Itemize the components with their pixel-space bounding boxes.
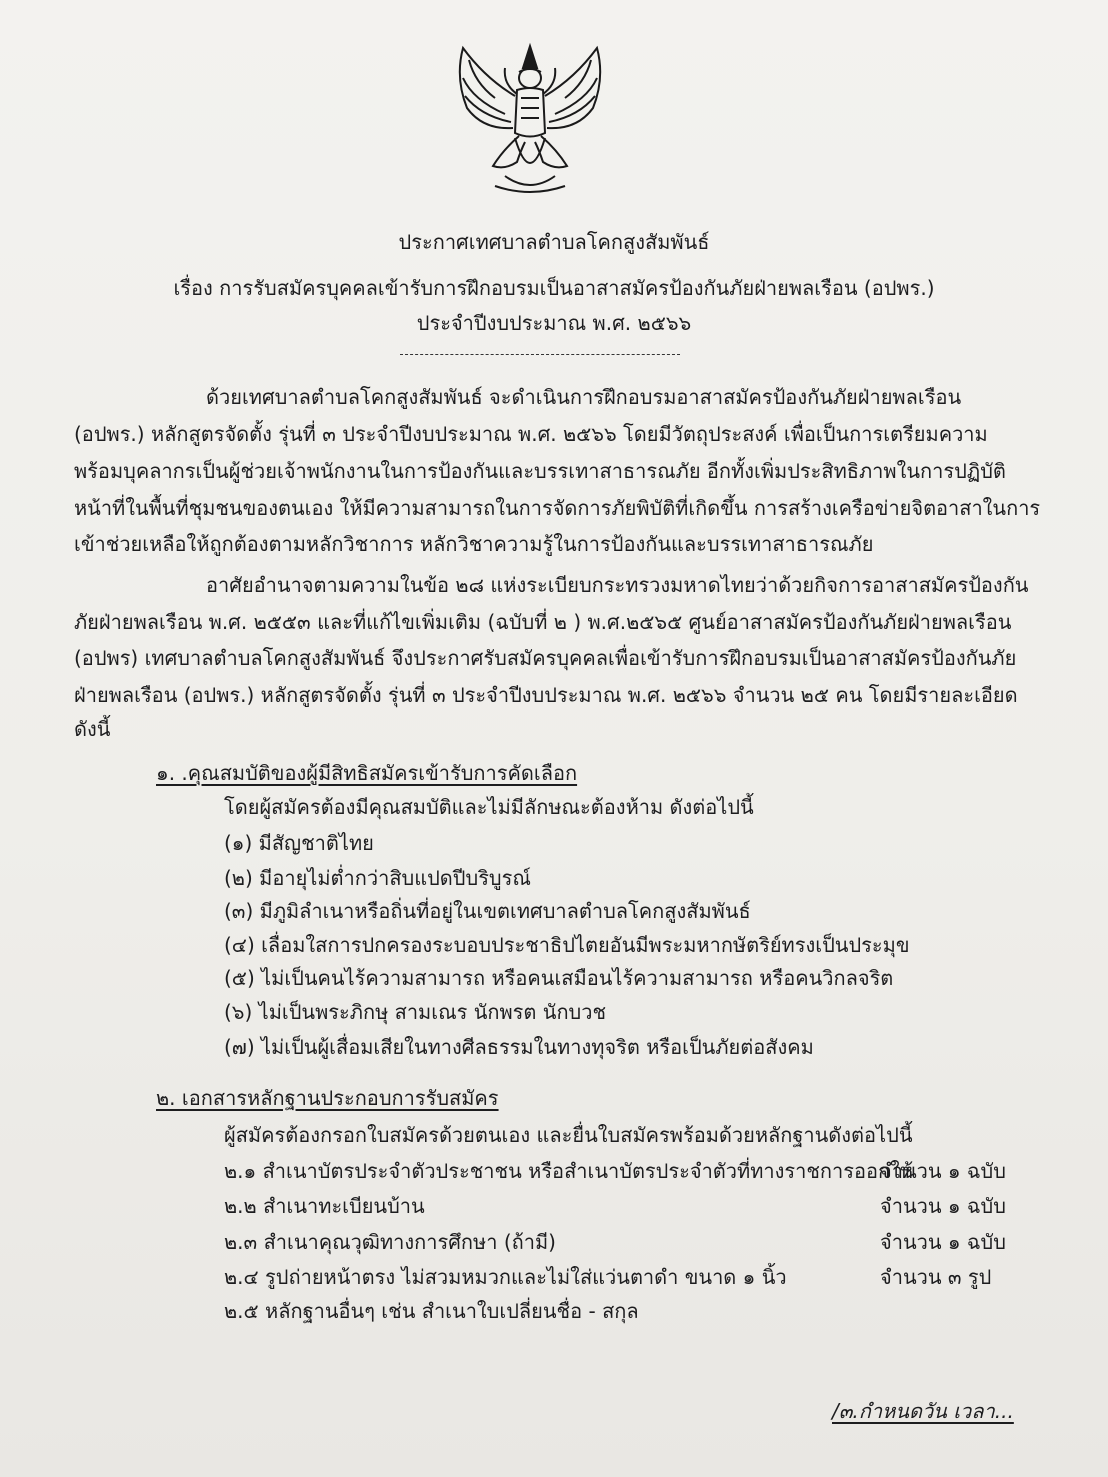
paragraph1-line: พร้อมบุคลากรเป็นผู้ช่วยเจ้าพนักงานในการป้องกันและบรรเทาสาธารณภัย อีกทั้งเพิ่มประสิทธิภาพในการปฏิบัติ	[74, 459, 1006, 483]
document-item-quantity: จำนวน ๑ ฉบับ	[880, 1230, 1006, 1254]
document-item-quantity: จำนวน ๓ รูป	[880, 1265, 992, 1289]
document-item-quantity: จำนวน ๑ ฉบับ	[880, 1159, 1006, 1183]
paragraph2-line: ดังนี้	[74, 717, 111, 741]
header-divider	[400, 354, 680, 355]
section1-heading: ๑. .คุณสมบัติของผู้มีสิทธิสมัครเข้ารับการคัดเลือก	[156, 761, 578, 785]
document-item: ๒.๕ หลักฐานอื่นๆ เช่น สำเนาใบเปลี่ยนชื่อ - สกุล	[224, 1299, 639, 1323]
paragraph2-line: ภัยฝ่ายพลเรือน พ.ศ. ๒๕๕๓ และที่แก้ไขเพิ่มเติม (ฉบับที่ ๒ ) พ.ศ.๒๕๖๕ ศูนย์อาสาสมัครป้องกันภัยฝ่ายพลเรือน	[74, 610, 1012, 634]
paragraph1-line: เข้าช่วยเหลือให้ถูกต้องตามหลักวิชาการ หลักวิชาความรู้ในการป้องกันและบรรเทาสาธารณภัย	[74, 532, 874, 556]
announcement-subject: เรื่อง การรับสมัครบุคคลเข้ารับการฝึกอบรมเป็นอาสาสมัครป้องกันภัยฝ่ายพลเรือน (อปพร.)	[173, 276, 935, 300]
document-item: ๒.๑ สำเนาบัตรประจำตัวประชาชน หรือสำเนาบัตรประจำตัวที่ทางราชการออกให้	[224, 1159, 914, 1183]
document-item: ๒.๓ สำเนาคุณวุฒิทางการศึกษา (ถ้ามี)	[224, 1230, 556, 1254]
document-item-quantity: จำนวน ๑ ฉบับ	[880, 1194, 1006, 1218]
announcement-title: ประกาศเทศบาลตำบลโคกสูงสัมพันธ์	[398, 230, 710, 254]
paragraph2-line: ฝ่ายพลเรือน (อปพร.) หลักสูตรจัดตั้ง รุ่นที่ ๓ ประจำปีงบประมาณ พ.ศ. ๒๕๖๖ จำนวน ๒๕ คน โดยมีรายละเอียด	[74, 683, 1018, 707]
section1-item: (๒) มีอายุไม่ต่ำกว่าสิบแปดปีบริบูรณ์	[224, 866, 531, 890]
paragraph2-line: อาศัยอำนาจตามความในข้อ ๒๘ แห่งระเบียบกระทรวงมหาดไทยว่าด้วยกิจการอาสาสมัครป้องกัน	[206, 573, 1029, 597]
section2-intro: ผู้สมัครต้องกรอกใบสมัครด้วยตนเอง และยื่นใบสมัครพร้อมด้วยหลักฐานดังต่อไปนี้	[224, 1123, 913, 1147]
document-item: ๒.๔ รูปถ่ายหน้าตรง ไม่สวมหมวกและไม่ใส่แว่นตาดำ ขนาด ๑ นิ้ว	[224, 1265, 787, 1289]
document-item: ๒.๒ สำเนาทะเบียนบ้าน	[224, 1194, 425, 1218]
paragraph1-line: ด้วยเทศบาลตำบลโคกสูงสัมพันธ์ จะดำเนินการฝึกอบรมอาสาสมัครป้องกันภัยฝ่ายพลเรือน	[206, 385, 962, 409]
section1-item: (๑) มีสัญชาติไทย	[224, 831, 374, 855]
continuation-marker: /๓.กำหนดวัน เวลา...	[832, 1399, 1014, 1423]
section1-item: (๓) มีภูมิลำเนาหรือถิ่นที่อยู่ในเขตเทศบาลตำบลโคกสูงสัมพันธ์	[224, 899, 751, 923]
paragraph2-line: (อปพร) เทศบาลตำบลโคกสูงสัมพันธ์ จึงประกาศรับสมัครบุคคลเพื่อเข้ารับการฝึกอบรมเป็นอาสาสมัครป้องกันภัย	[74, 646, 1017, 670]
section1-item: (๕) ไม่เป็นคนไร้ความสามารถ หรือคนเสมือนไร้ความสามารถ หรือคนวิกลจริต	[224, 966, 894, 990]
paragraph1-line: (อปพร.) หลักสูตรจัดตั้ง รุ่นที่ ๓ ประจำปีงบประมาณ พ.ศ. ๒๕๖๖ โดยมีวัตถุประสงค์ เพื่อเป็นการเตรียมความ	[74, 422, 988, 446]
section1-item: (๔) เลื่อมใสการปกครองระบอบประชาธิปไตยอันมีพระมหากษัตริย์ทรงเป็นประมุข	[224, 933, 910, 957]
section1-intro: โดยผู้สมัครต้องมีคุณสมบัติและไม่มีลักษณะต้องห้าม ดังต่อไปนี้	[224, 795, 754, 819]
section2-heading: ๒. เอกสารหลักฐานประกอบการรับสมัคร	[156, 1086, 499, 1110]
announcement-fiscal-year: ประจำปีงบประมาณ พ.ศ. ๒๕๖๖	[416, 311, 692, 335]
paragraph1-line: หน้าที่ในพื้นที่ชุมชนของตนเอง ให้มีความสามารถในการจัดการภัยพิบัติที่เกิดขึ้น การสร้างเครือข่ายจิตอาสาในการ	[74, 496, 1041, 520]
section1-item: (๖) ไม่เป็นพระภิกษุ สามเณร นักพรต นักบวช	[224, 1000, 607, 1024]
garuda-emblem-icon	[445, 38, 615, 198]
section1-item: (๗) ไม่เป็นผู้เสื่อมเสียในทางศีลธรรมในทางทุจริต หรือเป็นภัยต่อสังคม	[224, 1035, 814, 1059]
